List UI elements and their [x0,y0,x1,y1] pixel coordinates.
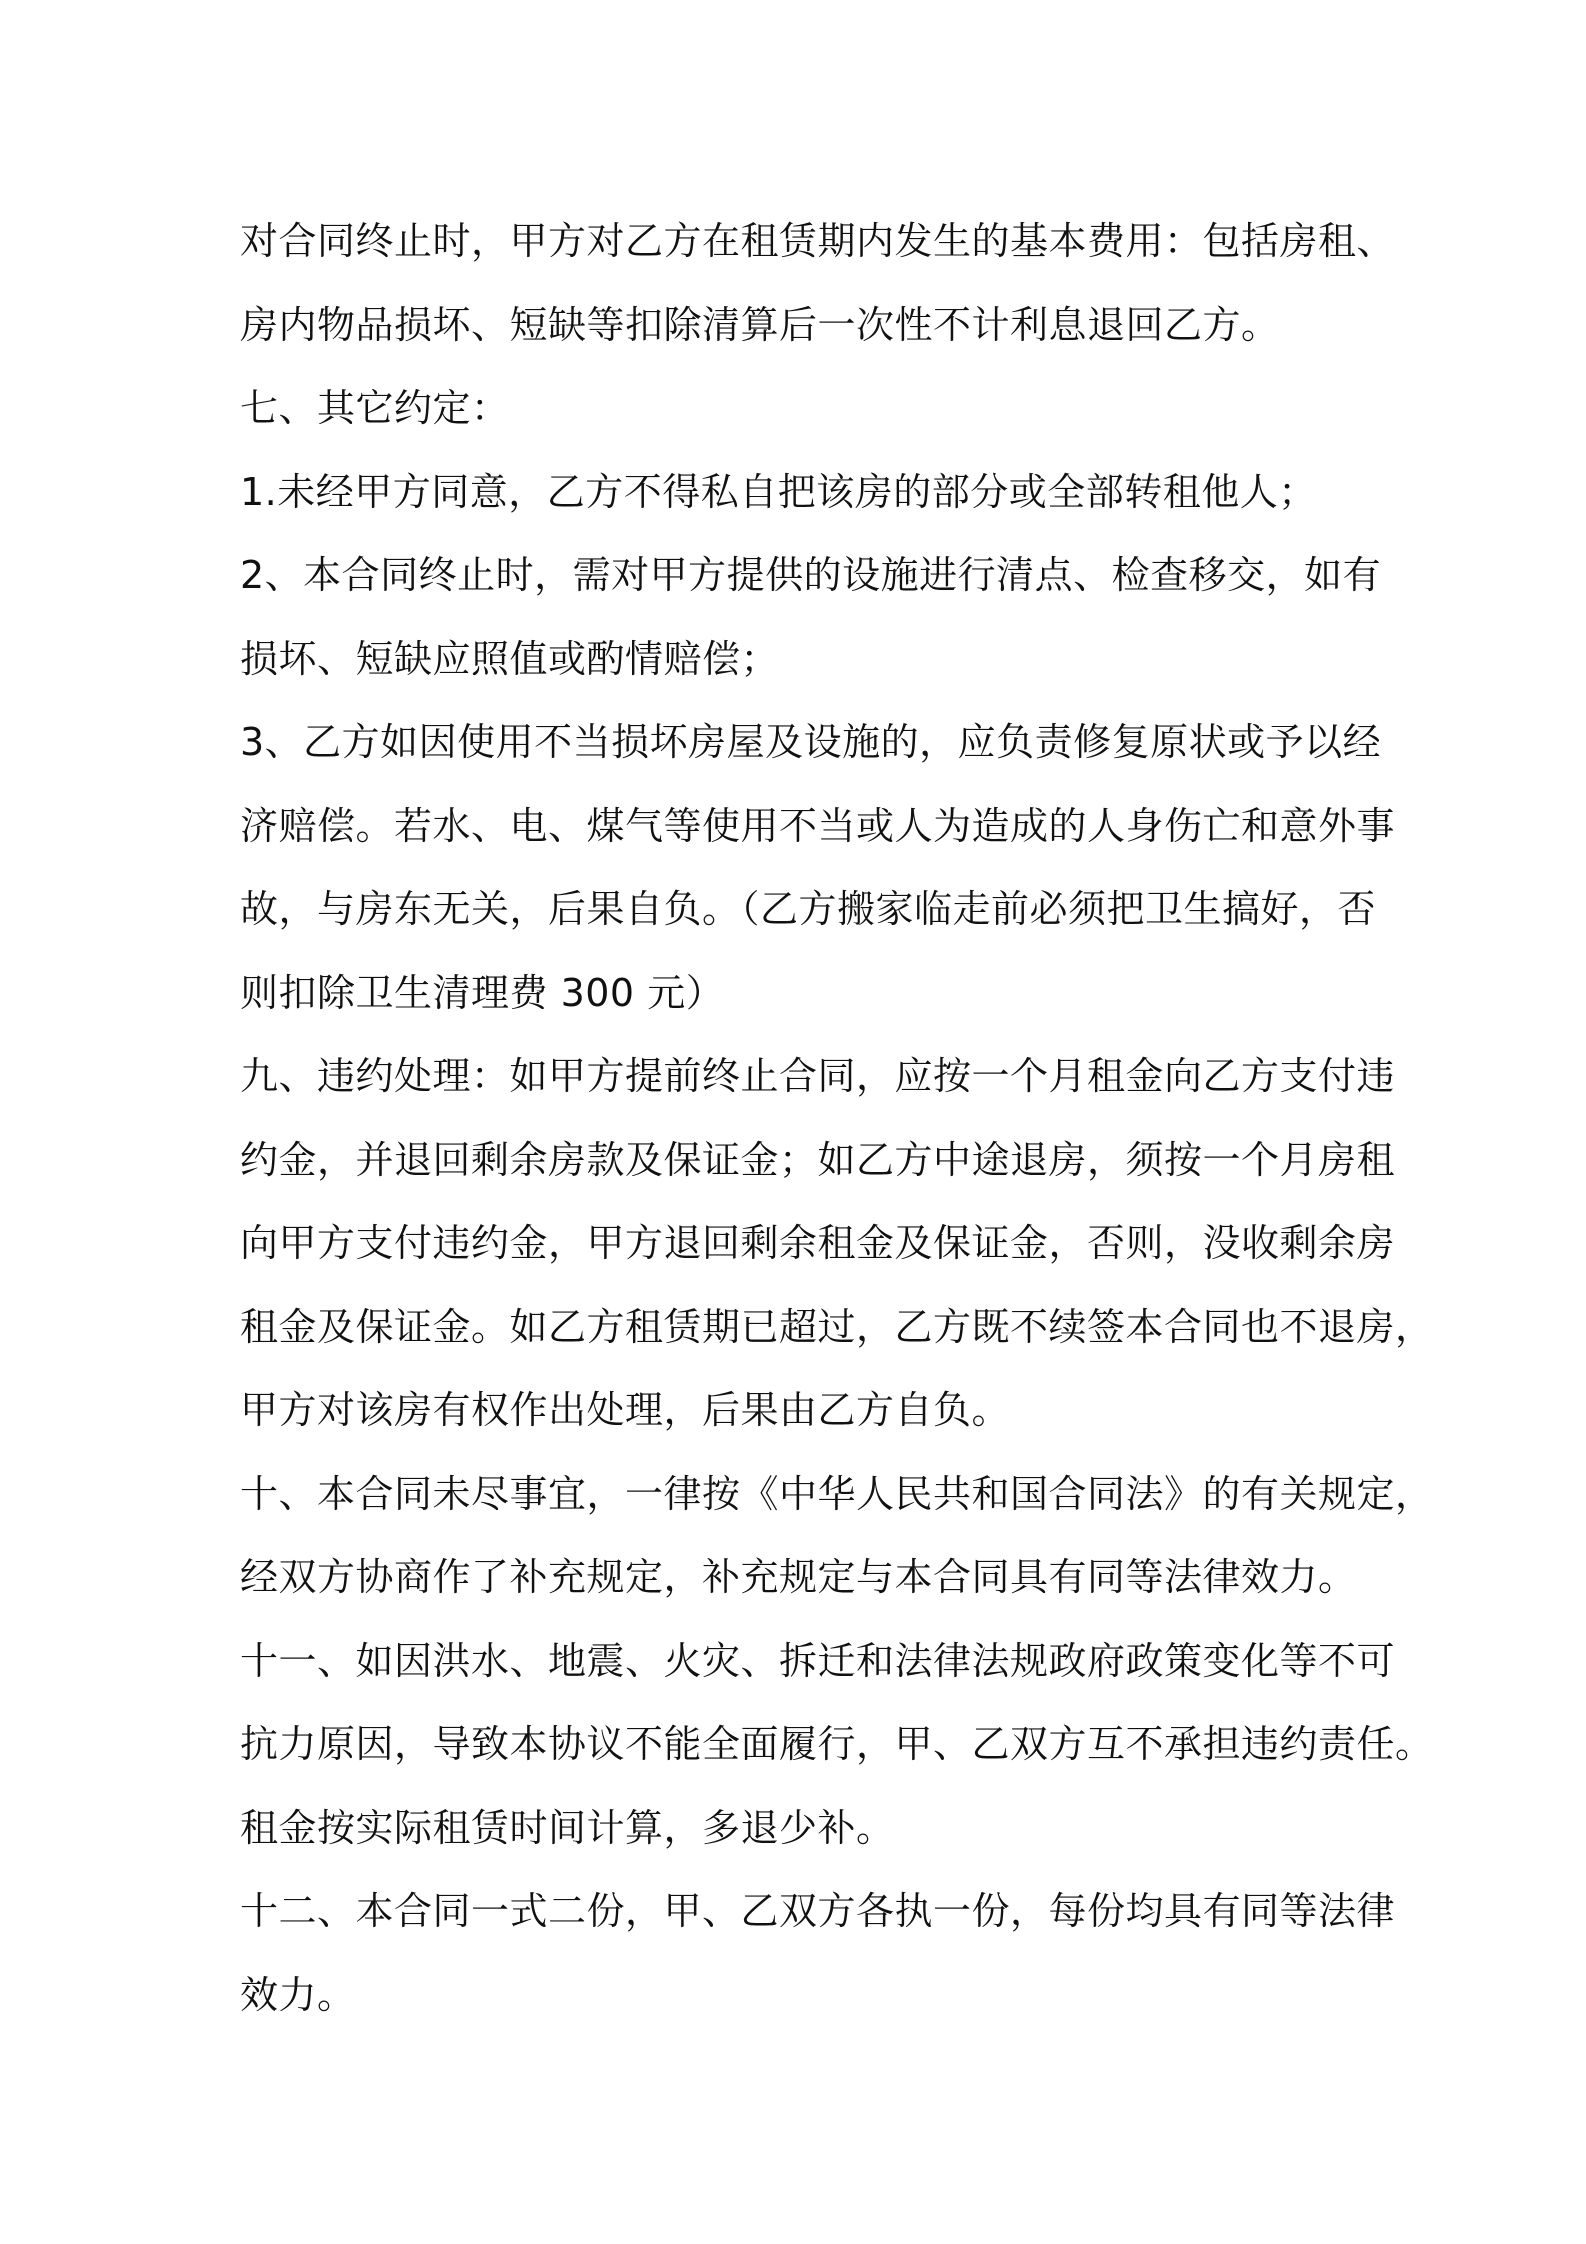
text-line: 经双方协商作了补充规定，补充规定与本合同具有同等法律效力。 [240,1555,1357,1599]
text-line: 抗力原因，导致本协议不能全面履行，甲、乙双方互不承担违约责任。 [240,1722,1434,1766]
contract-text [240,200,1434,2037]
text-line: 向甲方支付违约金，甲方退回剩余租金及保证金，否则，没收剩余房 [240,1221,1396,1265]
text-line: 对合同终止时，甲方对乙方在租赁期内发生的基本费用：包括房租、 [240,219,1396,263]
text-line: 济赔偿。若水、电、煤气等使用不当或人为造成的人身伤亡和意外事 [240,803,1396,848]
text-line: 效力。 [240,1972,356,2017]
text-line: 租金及保证金。如乙方租赁期已超过，乙方既不续签本合同也不退房， [240,1304,1434,1349]
text-line: 3、乙方如因使用不当损坏房屋及设施的，应负责修复原状或予以经 [240,720,1382,764]
text-line: 十、本合同未尽事宜，一律按《中华人民共和国合同法》的有关规定， [240,1471,1434,1516]
text-line: 则扣除卫生清理费 300 元） [240,970,725,1015]
text-line: 2、本合同终止时，需对甲方提供的设施进行清点、检查移交，如有 [240,553,1382,597]
text-line: 房内物品损坏、短缺等扣除清算后一次性不计利息退回乙方。 [240,302,1280,347]
text-line: 损坏、短缺应照值或酌情赔偿； [240,636,780,681]
text-line: 租金按实际租赁时间计算，多退少补。 [240,1805,895,1850]
text-line: 十二、本合同一式二份，甲、乙双方各执一份，每份均具有同等法律 [240,1889,1396,1933]
section-heading: 七、其它约定： [240,386,510,430]
text-line: 约金，并退回剩余房款及保证金；如乙方中途退房，须按一个月房租 [240,1137,1396,1182]
text-line: 九、违约处理：如甲方提前终止合同，应按一个月租金向乙方支付违 [240,1054,1396,1098]
text-line: 故，与房东无关，后果自负。（乙方搬家临走前必须把卫生搞好，否 [240,887,1377,931]
text-line: 十一、如因洪水、地震、火灾、拆迁和法律法规政府政策变化等不可 [240,1638,1396,1683]
text-line: 甲方对该房有权作出处理，后果由乙方自负。 [240,1388,1011,1432]
text-line: 1.未经甲方同意，乙方不得私自把该房的部分或全部转租他人； [240,469,1317,514]
